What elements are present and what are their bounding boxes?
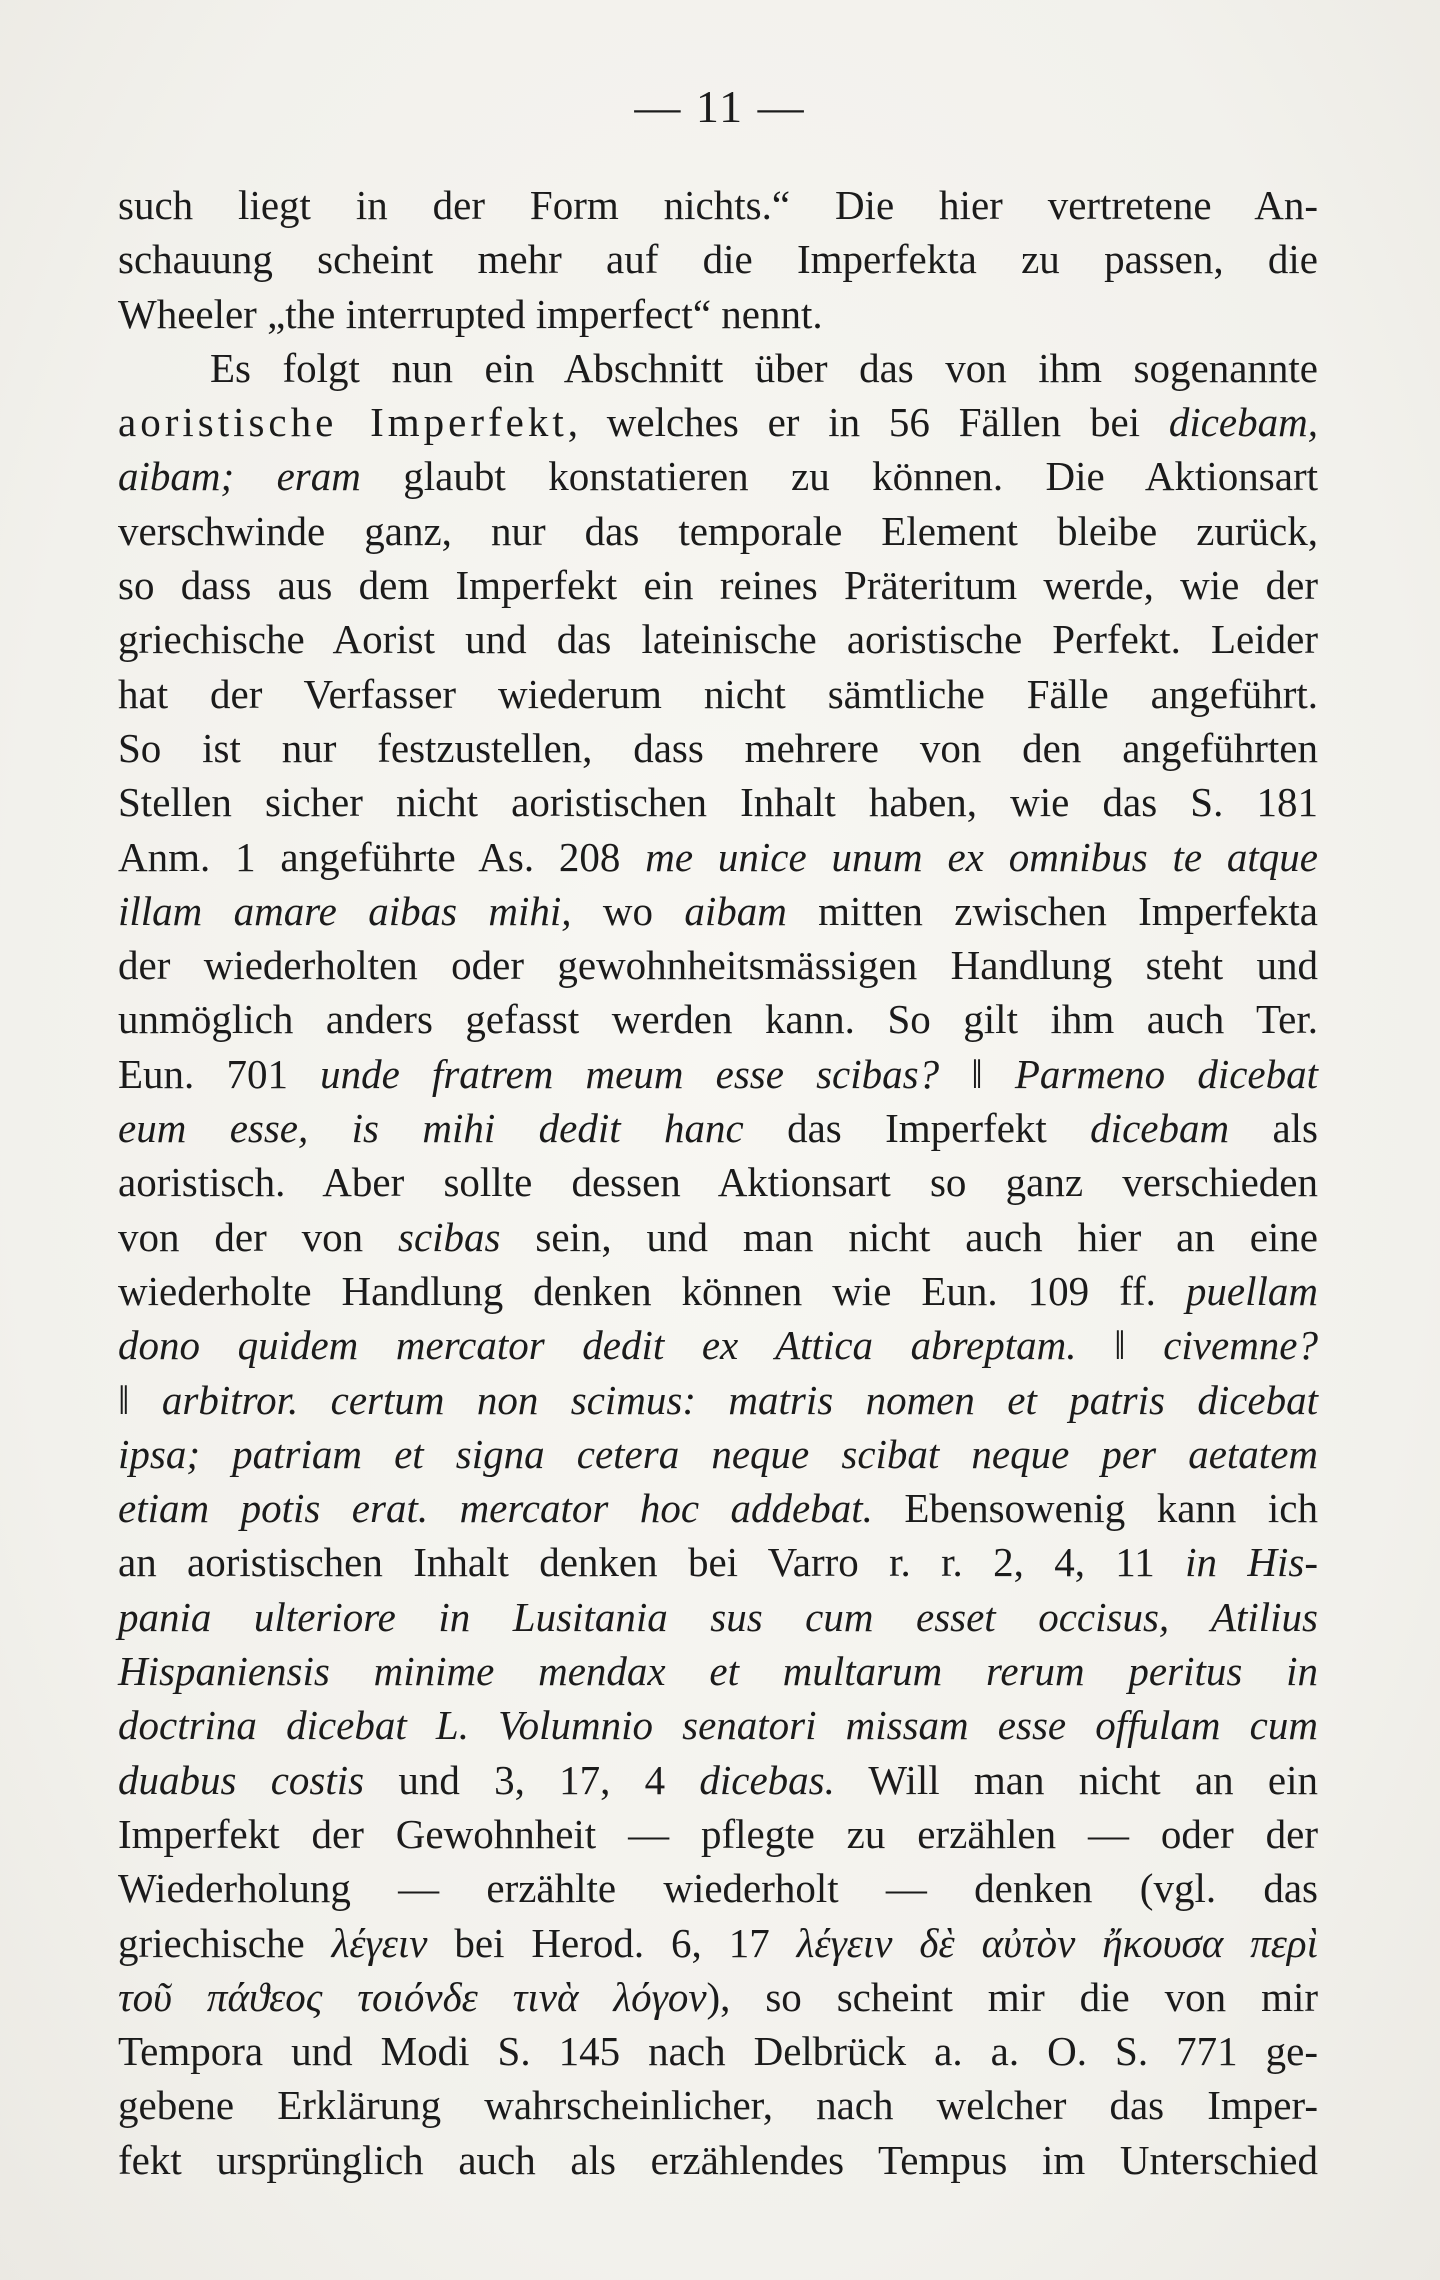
text-segment: Tempora und Modi S. 145 nach Delbrück a. a. O. S. 771 ge- <box>118 2028 1318 2075</box>
text-segment: dono quidem mercator dedit ex Attica abreptam. ‖ civemne? <box>118 1322 1318 1369</box>
text-segment: griechische Aorist und das lateinische aoristische Perfekt. Leider <box>118 616 1318 663</box>
text-line <box>118 1318 1318 1372</box>
text-segment: an aoristischen Inhalt denken bei Varro r. r. 2, 4, 11 <box>118 1539 1186 1586</box>
text-segment: aibam; eram <box>118 453 361 500</box>
text-line <box>118 1427 1318 1481</box>
text-segment: Stellen sicher nicht aoristischen Inhalt haben, wie das S. 181 <box>118 779 1318 826</box>
text-segment: in His- <box>1185 1539 1318 1586</box>
text-line <box>118 2133 1318 2187</box>
text-segment: such liegt in der Form nichts.“ Die hier vertretene An- <box>118 182 1318 228</box>
text-line <box>118 1861 1318 1915</box>
text-segment: τοῦ πάϑεος τοιόνδε τινὰ λόγον <box>118 1973 707 2020</box>
text-segment: eum esse, is mihi dedit hanc <box>118 1105 744 1152</box>
text-line <box>118 992 1318 1046</box>
text-segment: , welches er in 56 Fällen bei <box>567 399 1169 446</box>
text-segment: etiam potis erat. mercator hoc addebat. <box>118 1485 873 1532</box>
text-segment: Will man nicht an ein <box>834 1756 1318 1803</box>
text-segment: unde fratrem meum esse scibas? ‖ Parmeno dicebat <box>320 1050 1318 1097</box>
text-line <box>118 449 1318 503</box>
text-line <box>118 884 1318 938</box>
text-line <box>118 775 1318 829</box>
text-line <box>118 504 1318 558</box>
text-line <box>118 667 1318 721</box>
text-segment: der wiederholten oder gewohnheitsmässigen Handlung steht und <box>118 942 1318 989</box>
page-number: — 11 — <box>634 81 806 132</box>
text-segment: fekt ursprünglich auch als erzählendes Tempus im Unterschied <box>118 2136 1318 2183</box>
text-segment: gebene Erklärung wahrscheinlicher, nach welcher das Imper- <box>118 2082 1318 2129</box>
body-text <box>118 178 1318 2187</box>
text-segment: verschwinde ganz, nur das temporale Element bleibe zurück, <box>118 507 1318 554</box>
text-segment: so dass aus dem Imperfekt ein reines Präteritum werde, wie der <box>118 562 1318 609</box>
text-segment: So ist nur festzustellen, dass mehrere von den angeführten <box>118 724 1318 771</box>
text-line <box>118 1535 1318 1589</box>
text-segment: aibam <box>684 887 787 934</box>
text-segment: Ebensowenig kann ich <box>872 1485 1318 1532</box>
text-segment: sein, und man nicht auch hier an eine <box>500 1213 1318 1260</box>
text-line <box>118 232 1318 286</box>
text-line <box>118 1210 1318 1264</box>
text-segment: dicebam <box>1090 1105 1230 1152</box>
text-segment: me unice unum ex omnibus te atque <box>645 833 1318 880</box>
text-segment: als <box>1229 1105 1319 1152</box>
text-line <box>118 1590 1318 1644</box>
text-line <box>118 1644 1318 1698</box>
text-line <box>118 1101 1318 1155</box>
text-segment: Anm. 1 angeführte As. 208 <box>118 833 646 880</box>
text-line <box>118 1047 1318 1101</box>
text-segment: scibas <box>397 1213 501 1260</box>
text-segment: puellam <box>1185 1267 1318 1314</box>
text-segment: wiederholte Handlung denken können wie Eun. 109 ff. <box>118 1267 1186 1314</box>
text-segment: unmöglich anders gefasst werden kann. So gilt ihm auch Ter. <box>118 996 1318 1043</box>
text-line <box>118 1916 1318 1970</box>
text-segment: wo <box>571 887 685 934</box>
text-segment: illam amare aibas mihi, <box>118 887 572 934</box>
text-segment: ipsa; patriam et signa cetera neque scibat neque per aetatem <box>118 1430 1318 1477</box>
text-segment: ‖ arbitror. certum non scimus: matris nomen et patris dicebat <box>118 1376 1318 1423</box>
text-segment: λέγειν <box>331 1919 428 1966</box>
text-segment: Eun. 701 <box>118 1050 321 1097</box>
text-line <box>118 612 1318 666</box>
text-segment: von der von <box>118 1213 398 1260</box>
text-line <box>118 558 1318 612</box>
text-line <box>118 178 1318 232</box>
text-segment: pania ulteriore in Lusitania sus cum esset occisus, Atilius <box>118 1593 1318 1640</box>
text-segment: bei Herod. 6, 17 <box>427 1919 797 1966</box>
text-segment: und 3, 17, 4 <box>364 1756 700 1803</box>
text-segment: griechische <box>118 1919 332 1966</box>
text-segment: doctrina dicebat L. Volumnio senatori missam esse offulam cum <box>118 1702 1318 1749</box>
text-segment: Imperfekt der Gewohnheit — pflegte zu erzählen — oder der <box>118 1810 1318 1857</box>
text-line <box>118 721 1318 775</box>
text-line <box>118 830 1318 884</box>
text-segment: das Imperfekt <box>743 1105 1091 1152</box>
text-segment: hat der Verfasser wiederum nicht sämtliche Fälle angeführt. <box>118 670 1318 717</box>
text-line <box>118 341 1318 395</box>
text-line <box>118 1753 1318 1807</box>
text-line <box>118 1698 1318 1752</box>
text-line <box>118 1155 1318 1209</box>
text-line <box>118 287 1318 341</box>
text-line <box>118 395 1318 449</box>
text-segment: Wiederholung — erzählte wiederholt — denken (vgl. das <box>118 1865 1318 1912</box>
text-segment: dicebam, <box>1168 399 1318 446</box>
text-segment: aoristisch. Aber sollte dessen Aktionsart so ganz verschieden <box>118 1159 1318 1206</box>
text-line <box>118 938 1318 992</box>
text-line <box>118 2024 1318 2078</box>
text-line <box>118 1807 1318 1861</box>
text-line <box>118 1970 1318 2024</box>
text-segment: aoristische Imperfekt <box>118 399 568 446</box>
text-segment: dicebas. <box>699 1756 835 1803</box>
text-segment: schauung scheint mehr auf die Imperfekta zu passen, die <box>118 236 1318 283</box>
text-segment: mitten zwischen Imperfekta <box>786 887 1318 934</box>
text-segment: duabus costis <box>118 1756 365 1803</box>
text-line <box>118 1373 1318 1427</box>
text-segment: Wheeler „the interrupted imperfect“ nennt. <box>118 290 823 337</box>
text-segment: glaubt konstatieren zu können. Die Aktionsart <box>360 453 1318 500</box>
text-segment: ), so scheint mir die von mir <box>706 1973 1319 2020</box>
text-segment: Hispaniensis minime mendax et multarum rerum peritus in <box>118 1648 1318 1695</box>
text-line <box>118 1481 1318 1535</box>
text-line <box>118 2078 1318 2132</box>
text-segment: Es folgt nun ein Abschnitt über das von ihm sogenannte <box>210 344 1318 391</box>
text-segment: λέγειν δὲ αὐτὸν ἤκουσα περὶ <box>796 1919 1318 1966</box>
text-line <box>118 1264 1318 1318</box>
